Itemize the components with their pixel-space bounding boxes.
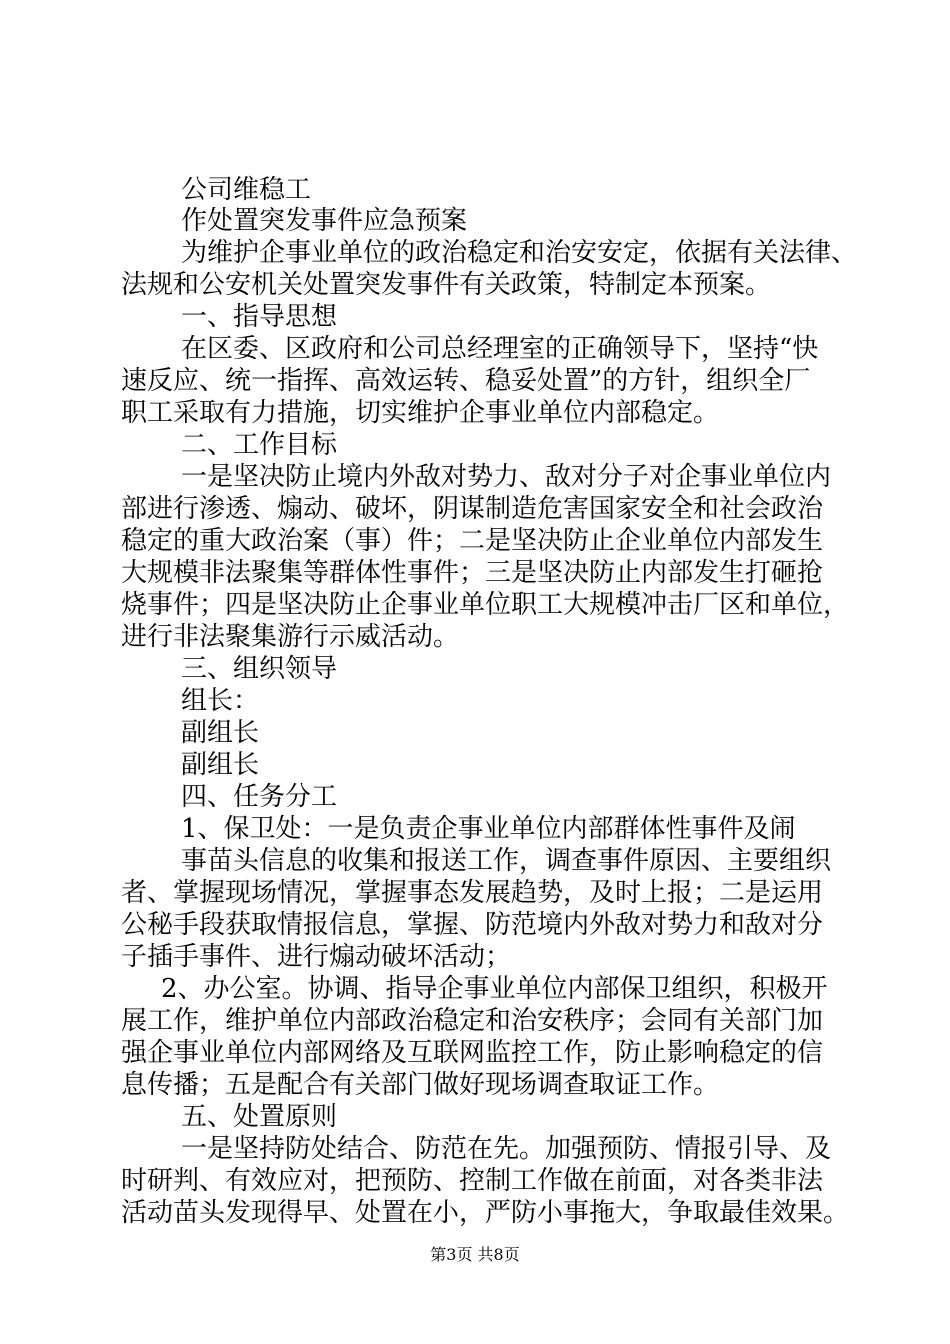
section-heading: 五、处置原则 bbox=[181, 1102, 338, 1132]
section-heading: 三、组织领导 bbox=[181, 654, 338, 684]
paragraph-line: 烧事件；四是坚决防止企事业单位职工大规模冲击厂区和单位， bbox=[121, 590, 850, 620]
document-title-part2: 作处置突发事件应急预案 bbox=[181, 206, 468, 236]
paragraph-line: 法规和公安机关处置突发事件有关政策，特制定本预案。 bbox=[121, 270, 772, 300]
paragraph-line: 部进行渗透、煽动、破坏，阴谋制造危害国家安全和社会政治 bbox=[121, 494, 824, 524]
section-heading: 二、工作目标 bbox=[181, 430, 338, 460]
paragraph-line: 副组长 bbox=[181, 718, 260, 748]
page-number-footer: 第3页 共8页 bbox=[430, 1245, 520, 1264]
paragraph-line: 进行非法聚集游行示威活动。 bbox=[121, 622, 460, 652]
document-title-part1: 公司维稳工 bbox=[181, 175, 312, 205]
paragraph-line: 息传播；五是配合有关部门做好现场调查取证工作。 bbox=[121, 1070, 720, 1100]
section-heading: 一、指导思想 bbox=[181, 302, 338, 332]
paragraph-line: 强企事业单位内部网络及互联网监控工作，防止影响稳定的信 bbox=[121, 1038, 824, 1068]
paragraph-line: 稳定的重大政治案（事）件；二是坚决防止企业单位内部发生 bbox=[121, 526, 824, 556]
paragraph-line: 一是坚持防处结合、防范在先。加强预防、情报引导、及 bbox=[181, 1134, 832, 1164]
paragraph-line: 一是坚决防止境内外敌对势力、敌对分子对企事业单位内 bbox=[181, 462, 832, 492]
paragraph-line: 大规模非法聚集等群体性事件；三是坚决防止内部发生打砸抢 bbox=[121, 558, 824, 588]
section-heading: 四、任务分工 bbox=[181, 782, 338, 812]
paragraph-line: 1、保卫处：一是负责企事业单位内部群体性事件及闹 bbox=[181, 814, 796, 844]
paragraph-line: 事苗头信息的收集和报送工作，调查事件原因、主要组织 bbox=[181, 846, 832, 876]
paragraph-line: 速反应、统一指挥、高效运转、稳妥处置”的方针，组织全厂 bbox=[121, 366, 811, 396]
paragraph-line: 职工采取有力措施，切实维护企事业单位内部稳定。 bbox=[121, 398, 720, 428]
paragraph-line: 2、办公室。协调、指导企事业单位内部保卫组织，积极开 bbox=[161, 974, 828, 1004]
paragraph-line: 副组长 bbox=[181, 750, 260, 780]
paragraph-line: 者、掌握现场情况，掌握事态发展趋势，及时上报；二是运用 bbox=[121, 878, 824, 908]
paragraph-line: 活动苗头发现得早、处置在小，严防小事拖大，争取最佳效果。 bbox=[121, 1198, 850, 1228]
paragraph-line: 组长： bbox=[181, 686, 260, 716]
paragraph-line: 在区委、区政府和公司总经理室的正确领导下，坚持“快 bbox=[181, 334, 819, 364]
paragraph-line: 子插手事件、进行煽动破坏活动； bbox=[121, 942, 512, 972]
paragraph-line: 时研判、有效应对，把预防、控制工作做在前面，对各类非法 bbox=[121, 1166, 824, 1196]
paragraph-line: 公秘手段获取情报信息，掌握、防范境内外敌对势力和敌对分 bbox=[121, 910, 824, 940]
paragraph-line: 为维护企事业单位的政治稳定和治安安定，依据有关法律、 bbox=[181, 238, 858, 268]
paragraph-line: 展工作，维护单位内部政治稳定和治安秩序；会同有关部门加 bbox=[121, 1006, 824, 1036]
